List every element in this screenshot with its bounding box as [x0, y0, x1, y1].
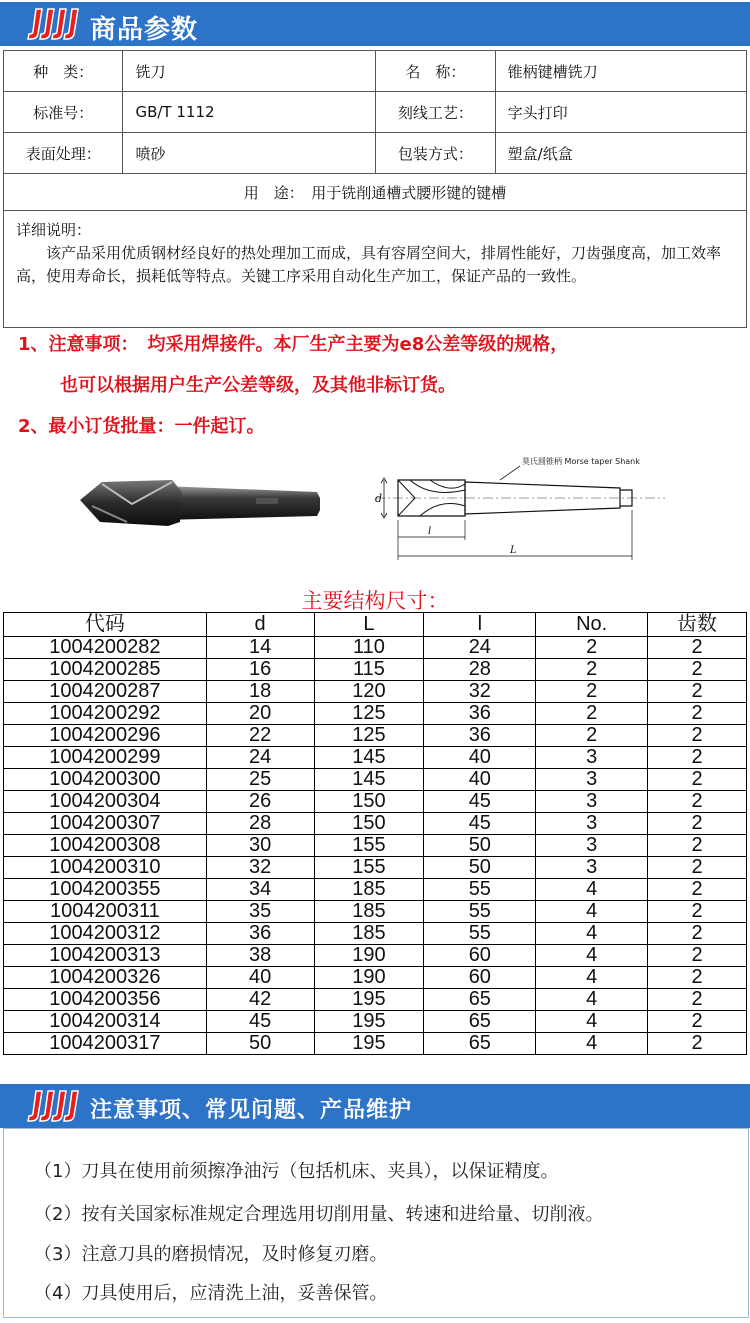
table-cell: 40 — [424, 747, 536, 769]
table-cell: 195 — [314, 989, 424, 1011]
table-cell: 28 — [424, 659, 536, 681]
detail-text: 该产品采用优质钢材经良好的热处理加工而成，具有容屑空间大，排屑性能好，刀齿强度高，加工效率高，使用寿命长，损耗低等特点。关键工序采用自动化生产加工，保证产品的一致性。 — [16, 244, 722, 285]
notice-line-1: 1、注意事项： 均采用焊接件。本厂生产主要为e8公差等级的规格， — [18, 334, 569, 355]
spec-key: 表面处理： — [4, 133, 123, 174]
spec-value: 塑盒/纸盒 — [495, 133, 746, 174]
table-cell: 50 — [206, 1033, 314, 1055]
table-cell: 4 — [536, 923, 648, 945]
spec-value: 喷砂 — [123, 133, 376, 174]
table-cell: 2 — [648, 637, 747, 659]
table-cell: 32 — [424, 681, 536, 703]
table-cell: 2 — [648, 725, 747, 747]
table-cell: 3 — [536, 769, 648, 791]
table-header-cell: 齿数 — [648, 613, 747, 637]
table-cell: 1004200356 — [4, 989, 207, 1011]
table-cell: 20 — [206, 703, 314, 725]
tool-photo-image — [72, 460, 327, 540]
table-cell: 4 — [536, 989, 648, 1011]
table-cell: 185 — [314, 923, 424, 945]
table-cell: 125 — [314, 703, 424, 725]
table-cell: 195 — [314, 1011, 424, 1033]
table-cell: 40 — [424, 769, 536, 791]
maintenance-item: （1）刀具在使用前须擦净油污（包括机床、夹具），以保证精度。 — [34, 1161, 559, 1182]
table-cell: 2 — [648, 681, 747, 703]
table-cell: 185 — [314, 879, 424, 901]
table-cell: 2 — [648, 989, 747, 1011]
section-header-maintenance — [0, 1084, 750, 1128]
drawing-d-label: d — [375, 492, 383, 505]
table-row — [4, 901, 747, 923]
table-cell: 45 — [424, 813, 536, 835]
table-cell: 2 — [536, 637, 648, 659]
table-cell: 1004200355 — [4, 879, 207, 901]
spec-key: 种 类： — [4, 51, 123, 92]
table-cell: 2 — [648, 791, 747, 813]
table-cell: 25 — [206, 769, 314, 791]
table-cell: 55 — [424, 923, 536, 945]
table-cell: 150 — [314, 813, 424, 835]
table-cell: 1004200292 — [4, 703, 207, 725]
drawing-shank-label: 莫氏圆锥柄 Morse taper Shank — [522, 457, 640, 466]
table-row — [4, 747, 747, 769]
table-row — [4, 791, 747, 813]
table-cell: 1004200313 — [4, 945, 207, 967]
table-cell: 14 — [206, 637, 314, 659]
dimension-table — [3, 612, 747, 1055]
table-cell: 4 — [536, 945, 648, 967]
table-cell: 2 — [648, 769, 747, 791]
section-title: 注意事项、常见问题、产品维护 — [90, 1098, 413, 1123]
table-cell: 50 — [424, 835, 536, 857]
spec-key: 刻线工艺： — [376, 92, 495, 133]
table-cell: 145 — [314, 747, 424, 769]
table-cell: 36 — [206, 923, 314, 945]
table-row — [4, 681, 747, 703]
table-cell: 1004200304 — [4, 791, 207, 813]
table-cell: 1004200314 — [4, 1011, 207, 1033]
table-cell: 34 — [206, 879, 314, 901]
spec-value: GB/T 1112 — [123, 92, 376, 133]
table-cell: 145 — [314, 769, 424, 791]
table-cell: 2 — [648, 945, 747, 967]
table-cell: 24 — [424, 637, 536, 659]
spec-row — [4, 51, 747, 92]
table-cell: 2 — [648, 967, 747, 989]
table-cell: 2 — [648, 813, 747, 835]
table-cell: 50 — [424, 857, 536, 879]
table-cell: 65 — [424, 1011, 536, 1033]
usage-text: 用 途： 用于铣削通槽式腰形键的键槽 — [4, 174, 747, 211]
spec-table — [3, 50, 747, 328]
table-cell: 2 — [536, 725, 648, 747]
maintenance-notes — [3, 1128, 749, 1318]
table-cell: 155 — [314, 857, 424, 879]
spec-key: 标准号： — [4, 92, 123, 133]
spec-detail-row — [4, 211, 747, 328]
table-row — [4, 1011, 747, 1033]
table-cell: 155 — [314, 835, 424, 857]
table-cell: 2 — [648, 747, 747, 769]
table-cell: 38 — [206, 945, 314, 967]
table-cell: 2 — [648, 923, 747, 945]
table-cell: 35 — [206, 901, 314, 923]
drawing-l-label: l — [428, 526, 432, 537]
table-cell: 1004200307 — [4, 813, 207, 835]
table-cell: 115 — [314, 659, 424, 681]
table-row — [4, 879, 747, 901]
table-cell: 190 — [314, 945, 424, 967]
table-cell: 4 — [536, 1033, 648, 1055]
table-cell: 1004200285 — [4, 659, 207, 681]
table-cell: 1004200300 — [4, 769, 207, 791]
section-title: 商品参数 — [90, 15, 199, 45]
table-cell: 4 — [536, 1011, 648, 1033]
table-row — [4, 857, 747, 879]
table-cell: 2 — [648, 901, 747, 923]
table-cell: 60 — [424, 945, 536, 967]
table-body — [4, 637, 747, 1055]
spec-row — [4, 92, 747, 133]
table-row — [4, 769, 747, 791]
table-header-cell: 代码 — [4, 613, 207, 637]
table-cell: 2 — [648, 1033, 747, 1055]
table-cell: 32 — [206, 857, 314, 879]
table-cell: 28 — [206, 813, 314, 835]
table-cell: 1004200326 — [4, 967, 207, 989]
drawing-L-label: L — [510, 545, 517, 556]
table-cell: 3 — [536, 857, 648, 879]
spec-key: 包装方式： — [376, 133, 495, 174]
table-cell: 1004200311 — [4, 901, 207, 923]
table-cell: 60 — [424, 967, 536, 989]
detail-cell — [4, 211, 747, 328]
table-cell: 45 — [206, 1011, 314, 1033]
spec-key: 名 称： — [376, 51, 495, 92]
maintenance-item: （4）刀具使用后，应清洗上油，妥善保管。 — [34, 1283, 388, 1304]
table-cell: 2 — [536, 681, 648, 703]
table-cell: 2 — [648, 1011, 747, 1033]
table-row — [4, 989, 747, 1011]
maintenance-item: （2）按有关国家标准规定合理选用切削用量、转速和进给量、切削液。 — [34, 1204, 604, 1225]
table-cell: 1004200312 — [4, 923, 207, 945]
table-row — [4, 659, 747, 681]
table-cell: 3 — [536, 791, 648, 813]
table-row — [4, 923, 747, 945]
table-cell: 4 — [536, 901, 648, 923]
table-cell: 18 — [206, 681, 314, 703]
table-cell: 4 — [536, 879, 648, 901]
detail-label: 详细说明： — [16, 221, 92, 239]
dimension-table-caption: 主要结构尺寸： — [301, 589, 449, 613]
spec-value: 锥柄键槽铣刀 — [495, 51, 746, 92]
table-cell: 3 — [536, 835, 648, 857]
table-cell: 2 — [648, 659, 747, 681]
table-cell: 55 — [424, 879, 536, 901]
table-cell: 65 — [424, 1033, 536, 1055]
table-cell: 1004200296 — [4, 725, 207, 747]
table-cell: 150 — [314, 791, 424, 813]
spec-usage-row — [4, 174, 747, 211]
table-cell: 45 — [424, 791, 536, 813]
table-cell: 1004200310 — [4, 857, 207, 879]
table-cell: 26 — [206, 791, 314, 813]
table-cell: 30 — [206, 835, 314, 857]
table-header-cell: L — [314, 613, 424, 637]
table-cell: 1004200317 — [4, 1033, 207, 1055]
table-cell: 65 — [424, 989, 536, 1011]
table-cell: 55 — [424, 901, 536, 923]
table-cell: 3 — [536, 813, 648, 835]
tool-drawing-image — [370, 450, 670, 565]
table-row — [4, 637, 747, 659]
table-cell: 1004200282 — [4, 637, 207, 659]
table-row — [4, 945, 747, 967]
table-cell: 36 — [424, 703, 536, 725]
table-cell: 4 — [536, 967, 648, 989]
table-row — [4, 703, 747, 725]
table-cell: 42 — [206, 989, 314, 1011]
table-cell: 2 — [648, 879, 747, 901]
table-cell: 1004200299 — [4, 747, 207, 769]
table-cell: 125 — [314, 725, 424, 747]
table-cell: 36 — [424, 725, 536, 747]
table-cell: 24 — [206, 747, 314, 769]
table-cell: 1004200287 — [4, 681, 207, 703]
table-cell: 2 — [536, 703, 648, 725]
table-cell: 120 — [314, 681, 424, 703]
table-cell: 40 — [206, 967, 314, 989]
table-row — [4, 725, 747, 747]
jj-logo-icon — [26, 6, 82, 42]
spec-value: 字头打印 — [495, 92, 746, 133]
table-row — [4, 1033, 747, 1055]
table-cell: 190 — [314, 967, 424, 989]
table-header-cell: d — [206, 613, 314, 637]
table-row — [4, 813, 747, 835]
table-cell: 16 — [206, 659, 314, 681]
table-cell: 1004200308 — [4, 835, 207, 857]
table-cell: 185 — [314, 901, 424, 923]
table-row — [4, 835, 747, 857]
section-header-params — [0, 2, 750, 46]
notice-line-3: 2、最小订货批量：一件起订。 — [18, 416, 265, 437]
table-cell: 2 — [536, 659, 648, 681]
table-header-cell: No. — [536, 613, 648, 637]
table-cell: 195 — [314, 1033, 424, 1055]
maintenance-item: （3）注意刀具的磨损情况，及时修复刃磨。 — [34, 1244, 388, 1265]
spec-value: 铣刀 — [123, 51, 376, 92]
table-cell: 2 — [648, 703, 747, 725]
table-cell: 3 — [536, 747, 648, 769]
table-header-cell: l — [424, 613, 536, 637]
notice-line-2: 也可以根据用户生产公差等级，及其他非标订货。 — [60, 375, 456, 396]
table-row — [4, 967, 747, 989]
spec-row — [4, 133, 747, 174]
jj-logo-icon — [26, 1088, 82, 1124]
table-cell: 110 — [314, 637, 424, 659]
table-header-row — [4, 613, 747, 637]
table-cell: 2 — [648, 857, 747, 879]
table-cell: 22 — [206, 725, 314, 747]
table-cell: 2 — [648, 835, 747, 857]
